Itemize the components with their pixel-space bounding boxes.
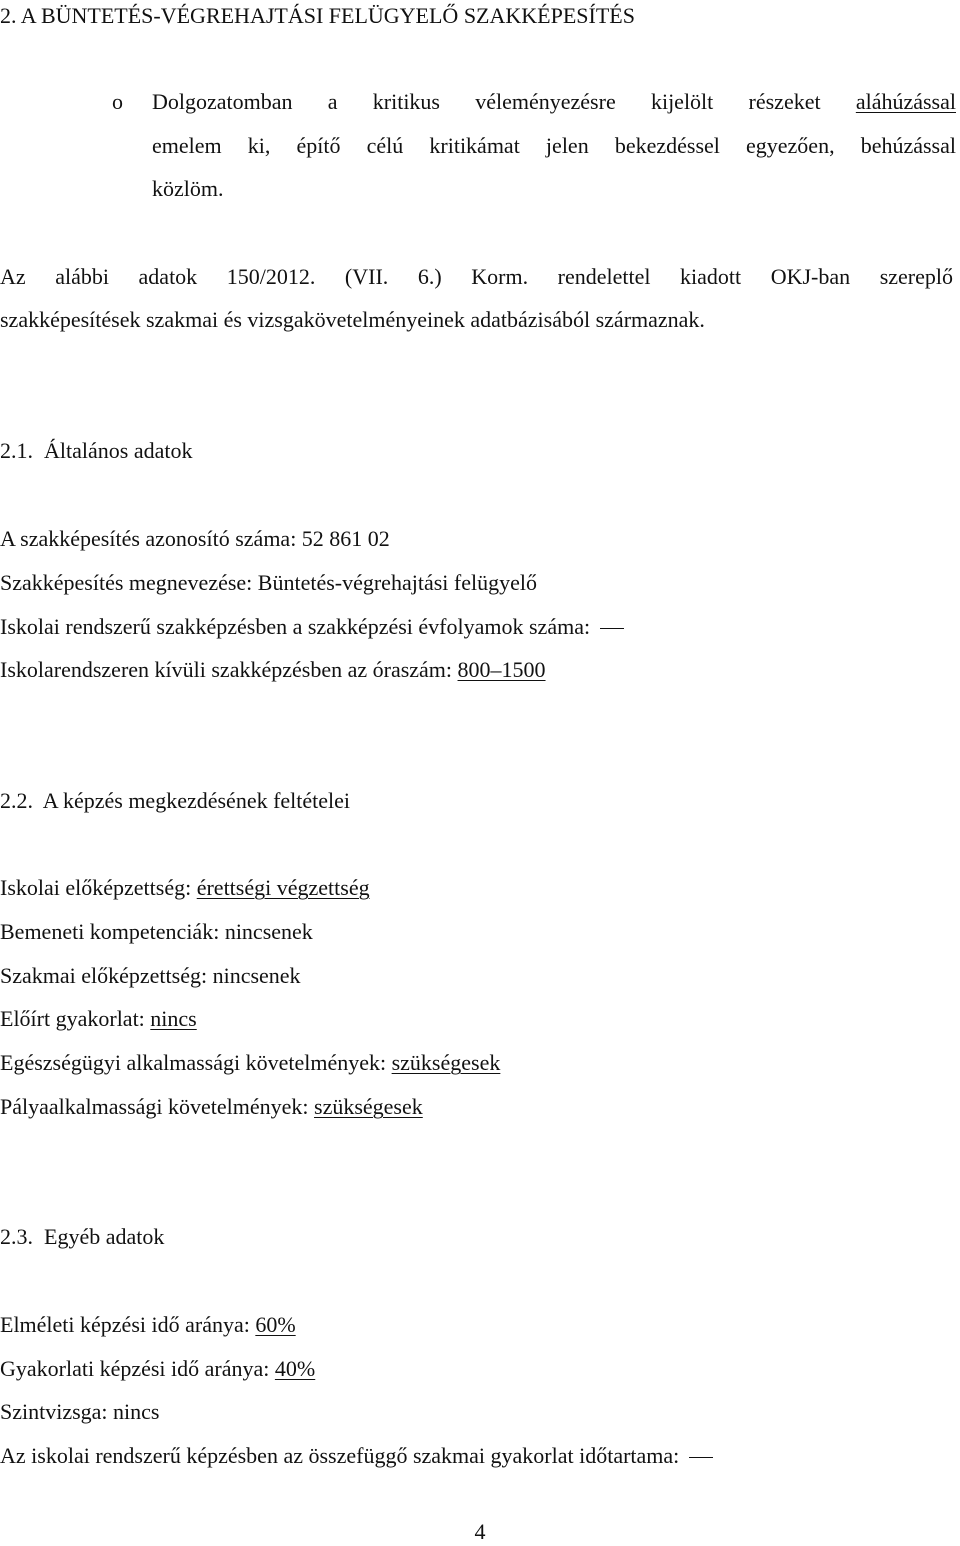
competence-line: Bemeneti kompetenciák: nincsenek [0,919,313,944]
school-years-label: Iskolai rendszerű szakképzésben a szakképzési évfolyamok száma: [0,614,591,639]
bullet-paragraph [152,88,956,116]
outside-hours-label: Iskolarendszeren kívüli szakképzésben az óraszám: [0,657,458,682]
school-years-line [0,613,624,641]
practical-ratio-value: 40% [274,1356,316,1381]
theory-ratio-line: Elméleti képzési idő aránya: 60% [0,1312,296,1337]
chapter-heading: 2. A BÜNTETÉS-VÉGREHAJTÁSI FELÜGYELŐ SZAKKÉPESÍTÉS [0,3,635,28]
bullet-line2: emelem ki, építő célú kritikámat jelen bekezdéssel egyezően, behúzással [152,133,956,158]
practice-line: Előírt gyakorlat: nincs [0,1006,197,1031]
outside-hours-line [0,656,546,684]
section-title-general: 2.1. Általános adatok [0,438,193,463]
prior-education-value: érettségi végzettség [196,875,370,900]
page-number: 4 [474,1519,486,1544]
outside-hours-value: 800–1500 [457,657,546,682]
prior-education-line: Iskolai előképzettség: érettségi végzettség [0,875,370,900]
career-line: Pályaalkalmassági követelmények: szükségesek [0,1094,423,1119]
practical-ratio-line: Gyakorlati képzési idő aránya: 40% [0,1356,316,1381]
bullet-line1: Dolgozatomban a kritikus véleményezésre kijelölt részeket aláhúzással [152,89,956,114]
dash-mark [689,1457,713,1458]
qualification-id: A szakképesítés azonosító száma: 52 861 02 [0,526,390,551]
level-exam-line: Szintvizsga: nincs [0,1399,160,1424]
practice-value: nincs [150,1006,197,1031]
theory-ratio-value: 60% [255,1312,296,1337]
section-title-conditions: 2.2. A képzés megkezdésének feltételei [0,788,351,813]
bullet-line3: közlöm. [152,176,224,201]
section-title-other: 2.3. Egyéb adatok [0,1224,165,1249]
underlined-word: aláhúzással [855,89,956,114]
intro-line2: szakképesítések szakmai és vizsgakövetelményeinek adatbázisából származnak. [0,307,705,332]
career-value: szükségesek [314,1094,423,1119]
health-line: Egészségügyi alkalmassági követelmények: szükségesek [0,1050,501,1075]
bullet-marker: o [112,89,123,114]
professional-prereq-line: Szakmai előképzettség: nincsenek [0,963,301,988]
dash-mark [600,628,624,629]
intro-line1: Az alábbi adatok 150/2012. (VII. 6.) Korm. rendelettel kiadott OKJ-ban szereplő [0,264,953,289]
qualification-name: Szakképesítés megnevezése: Büntetés-végrehajtási felügyelő [0,570,537,595]
health-value: szükségesek [391,1050,501,1075]
internship-line: Az iskolai rendszerű képzésben az összefüggő szakmai gyakorlat időtartama: [0,1442,713,1470]
